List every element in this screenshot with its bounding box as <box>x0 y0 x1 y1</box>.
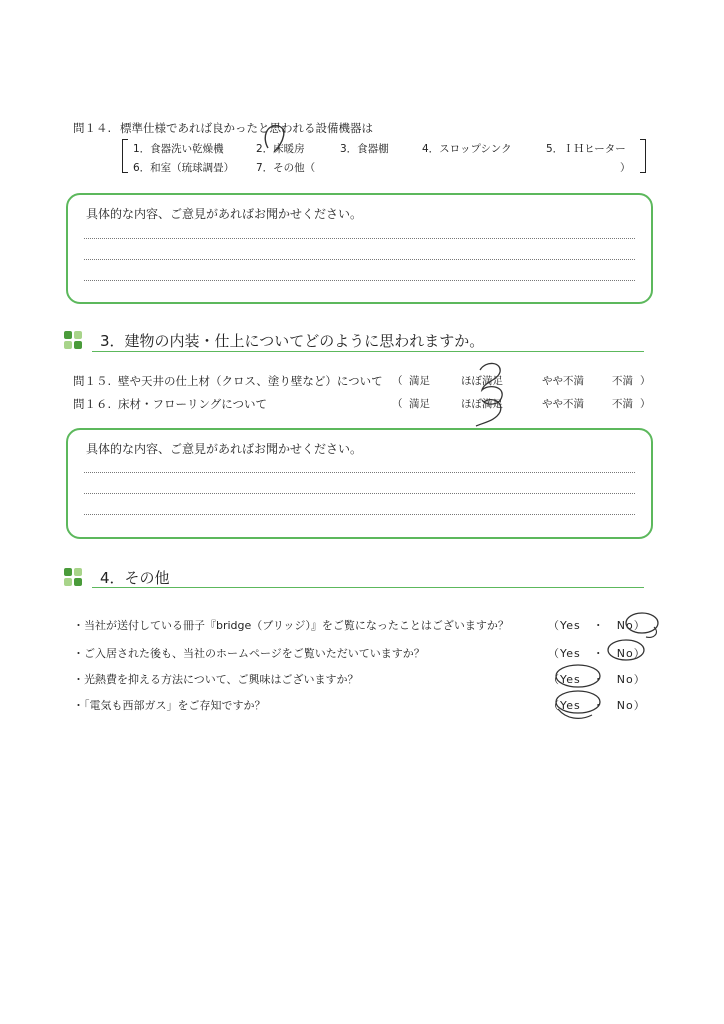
clover-icon <box>64 331 84 351</box>
s4-question-1: ・当社が送付している冊子『bridge（ブリッジ）』をご覧になったことはございますか？ <box>73 619 509 632</box>
q15-question: 壁や天井の仕上材（クロス、塗り壁など）について <box>118 374 383 388</box>
q14-option-1: 1．食器洗い乾燥機 <box>133 143 224 155</box>
q16-question: 床材・フローリングについて <box>118 397 268 411</box>
s4-answer-3[interactable]: （Yes ・ No） <box>548 673 646 686</box>
section-4-title: 4．その他 <box>100 569 170 587</box>
answer-line <box>84 514 635 515</box>
q14-close-paren: ） <box>620 162 631 174</box>
section-3-feedback-box[interactable] <box>66 428 653 539</box>
answer-line <box>84 472 635 473</box>
handwritten-mark-q15-q16 <box>462 356 512 428</box>
s4-question-2: ・ご入居された後も、当社のホームページをご覧いただいていますか？ <box>73 647 425 660</box>
q16-scale-dissatisfied[interactable]: 不満 <box>612 398 633 410</box>
answer-line <box>84 493 635 494</box>
q14-number: 問１４. <box>73 121 112 135</box>
q16-open-paren: （ <box>392 398 403 410</box>
q15-scale-satisfied[interactable]: 満足 <box>409 375 430 387</box>
answer-line <box>84 238 635 239</box>
q15-scale-mostly-satisfied[interactable]: ほぼ満足 <box>461 375 503 387</box>
q14-feedback-box[interactable] <box>66 193 653 304</box>
q14-option-2: 2．床暖房 <box>256 143 305 155</box>
section-3-rule <box>92 351 644 352</box>
q14-option-7: 7．その他（ <box>256 162 316 174</box>
q16-number: 問１６. <box>73 397 112 411</box>
q16-close-paren: ） <box>640 398 651 410</box>
q15-scale-dissatisfied[interactable]: 不満 <box>612 375 633 387</box>
q15-open-paren: （ <box>392 375 403 387</box>
s4-answer-1[interactable]: （Yes ・ No） <box>548 619 646 632</box>
s4-question-4: ・「電気も西部ガス」をご存知ですか？ <box>73 699 266 712</box>
q14-option-6: 6．和室（琉球調畳） <box>133 162 235 174</box>
answer-line <box>84 280 635 281</box>
s4-answer-4[interactable]: （Yes ・ No） <box>548 699 646 712</box>
section-4-rule <box>92 587 644 588</box>
clover-icon <box>64 568 84 588</box>
feedback-prompt: 具体的な内容、ご意見があればお聞かせください。 <box>86 207 363 221</box>
q14-left-bracket <box>122 139 128 173</box>
q15-scale-somewhat-dissatisfied[interactable]: やや不満 <box>542 375 584 387</box>
s4-question-3: ・光熱費を抑える方法について、ご興味はございますか？ <box>73 673 359 686</box>
q15-number: 問１５. <box>73 374 112 388</box>
q14-option-4: 4．スロップシンク <box>422 143 512 155</box>
q16-scale-mostly-satisfied[interactable]: ほぼ満足 <box>461 398 503 410</box>
q14-right-bracket <box>640 139 646 173</box>
q14-option-5: 5．ＩＨヒーター <box>546 143 626 155</box>
q14-option-3: 3．食器棚 <box>340 143 389 155</box>
q16-scale-somewhat-dissatisfied[interactable]: やや不満 <box>542 398 584 410</box>
answer-line <box>84 259 635 260</box>
q16-scale-satisfied[interactable]: 満足 <box>409 398 430 410</box>
feedback-prompt: 具体的な内容、ご意見があればお聞かせください。 <box>86 442 363 456</box>
q14-question: 標準仕様であれば良かったと思われる設備機器は <box>120 121 373 135</box>
q15-close-paren: ） <box>640 375 651 387</box>
s4-answer-2[interactable]: （Yes ・ No） <box>548 647 646 660</box>
section-3-title: 3．建物の内装・仕上についてどのように思われますか。 <box>100 332 485 350</box>
